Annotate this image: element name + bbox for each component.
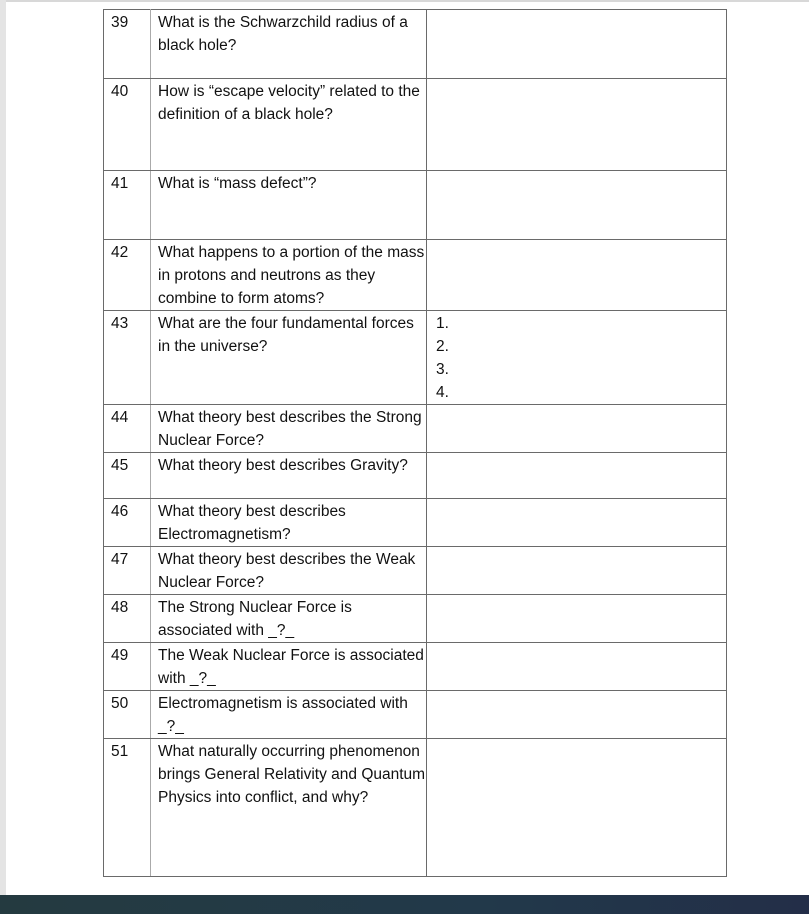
- table-row: [104, 311, 727, 405]
- table-row: [104, 405, 727, 453]
- question-number: 41: [111, 175, 129, 192]
- question-number: 40: [111, 83, 129, 100]
- question-number: 45: [111, 457, 129, 474]
- question-text: What happens to a portion of the mass in protons and neutrons as they combine to form atoms?: [158, 244, 425, 307]
- question-number: 42: [111, 244, 129, 261]
- answer-cell[interactable]: [427, 453, 727, 499]
- answer-cell[interactable]: [427, 405, 727, 453]
- question-number: 39: [111, 14, 129, 31]
- left-edge: [0, 0, 6, 895]
- top-border: [0, 0, 809, 2]
- question-number: 47: [111, 551, 129, 568]
- answer-list-item: 2.: [436, 338, 449, 355]
- question-text: What is the Schwarzchild radius of a black hole?: [158, 14, 408, 54]
- table-row: [104, 453, 727, 499]
- table-row: [104, 547, 727, 595]
- question-text: Electromagnetism is associated with _?_: [158, 695, 408, 735]
- answer-cell[interactable]: [427, 499, 727, 547]
- question-text: The Strong Nuclear Force is associated with _?_: [158, 599, 352, 639]
- table-row: [104, 643, 727, 691]
- answer-list-item: 1.: [436, 315, 449, 332]
- answer-list-item: 3.: [436, 361, 449, 378]
- question-number: 49: [111, 647, 129, 664]
- table-row: [104, 171, 727, 240]
- answer-cell[interactable]: [427, 240, 727, 311]
- answer-cell[interactable]: [427, 79, 727, 171]
- table-row: [104, 240, 727, 311]
- question-number: 48: [111, 599, 129, 616]
- answer-cell[interactable]: [427, 643, 727, 691]
- answer-cell[interactable]: [427, 547, 727, 595]
- taskbar: [0, 895, 809, 914]
- question-number: 51: [111, 743, 129, 760]
- table-row: [104, 79, 727, 171]
- table-row: [104, 739, 727, 877]
- table-row: [104, 595, 727, 643]
- question-number: 44: [111, 409, 129, 426]
- answer-cell[interactable]: [427, 691, 727, 739]
- table-row: [104, 10, 727, 79]
- question-text: What naturally occurring phenomenon brings General Relativity and Quantum Physics into conflict, and why?: [158, 743, 426, 806]
- table-row: [104, 499, 727, 547]
- question-table: [103, 9, 727, 877]
- answer-cell[interactable]: [427, 595, 727, 643]
- answer-cell[interactable]: [427, 311, 727, 405]
- question-text: What are the four fundamental forces in the universe?: [158, 315, 414, 355]
- question-number: 43: [111, 315, 129, 332]
- question-text: What theory best describes Electromagnetism?: [158, 503, 346, 543]
- table-row: [104, 691, 727, 739]
- answer-cell[interactable]: [427, 171, 727, 240]
- question-number: 46: [111, 503, 129, 520]
- answer-cell[interactable]: [427, 10, 727, 79]
- question-number: 50: [111, 695, 129, 712]
- question-text: What theory best describes Gravity?: [158, 457, 408, 474]
- question-text: What theory best describes the Strong Nuclear Force?: [158, 409, 422, 449]
- question-text: How is “escape velocity” related to the definition of a black hole?: [158, 83, 420, 123]
- answer-cell[interactable]: [427, 739, 727, 877]
- question-text: The Weak Nuclear Force is associated with _?_: [158, 647, 424, 687]
- answer-list-item: 4.: [436, 384, 449, 401]
- question-text: What is “mass defect”?: [158, 175, 317, 192]
- question-text: What theory best describes the Weak Nuclear Force?: [158, 551, 416, 591]
